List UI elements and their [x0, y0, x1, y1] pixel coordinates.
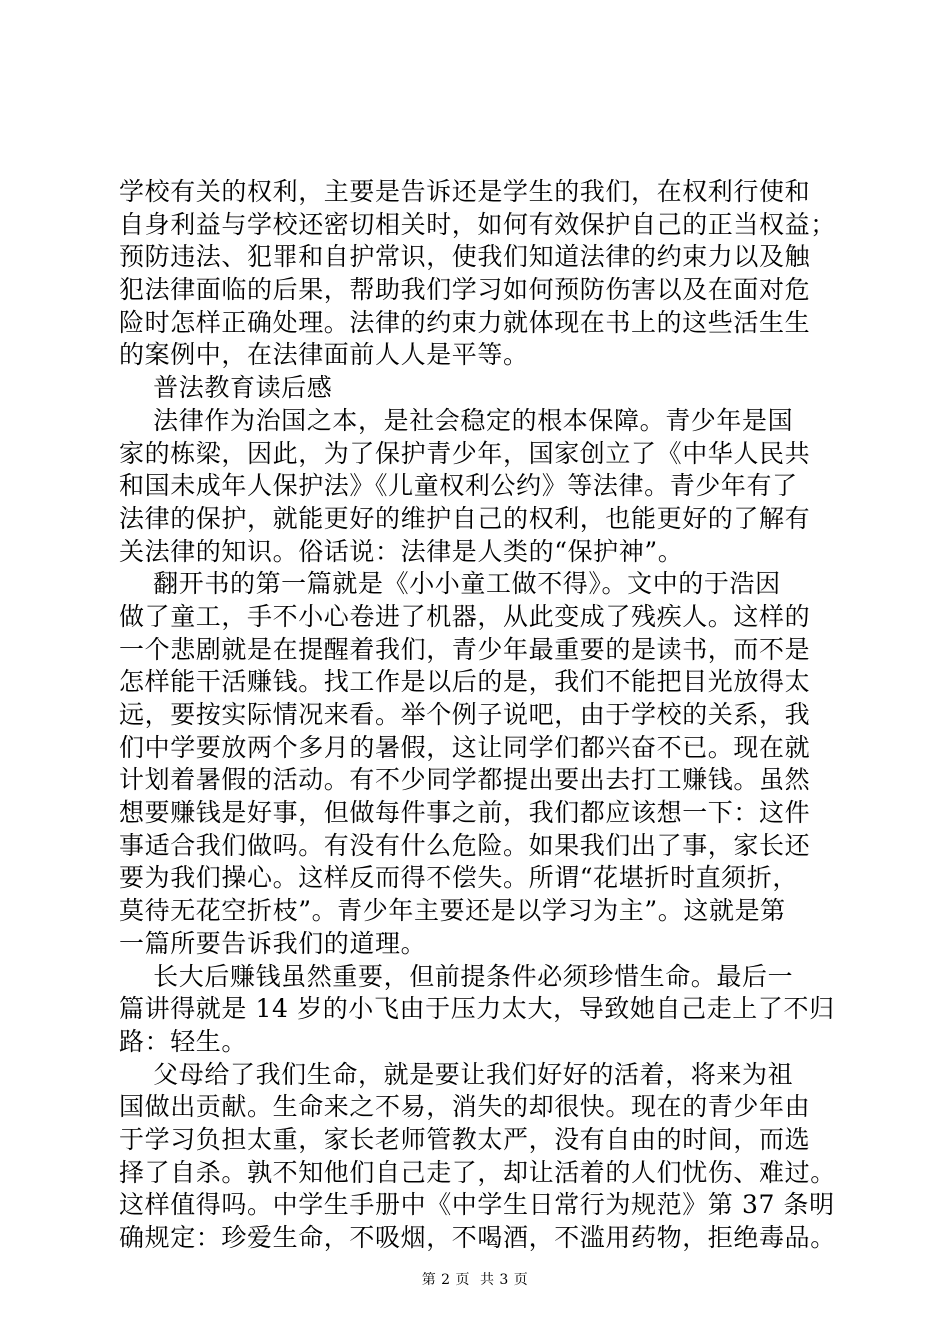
text-line: 和国未成年人保护法》《儿童权利公约》等法律。青少年有了 [119, 471, 798, 501]
text-line: 做了童工，手不小心卷进了机器，从此变成了残疾人。这样的 [119, 601, 811, 631]
text-line: 择了自杀。孰不知他们自己走了，却让活着的人们忧伤、难过。 [119, 1157, 836, 1187]
document-body [119, 176, 839, 1255]
text-line: 一篇所要告诉我们的道理。 [119, 928, 427, 958]
text-line: 确规定：珍爱生命，不吸烟，不喝酒，不滥用药物，拒绝毒品。 [119, 1223, 836, 1252]
text-line: 怎样能干活赚钱。找工作是以后的是，我们不能把目光放得太 [119, 667, 811, 697]
text-line: 莫待无花空折枝”。青少年主要还是以学习为主”。这就是第 [119, 896, 786, 926]
text-line: 法律作为治国之本，是社会稳定的根本保障。青少年是国 [119, 405, 794, 435]
text-line: 家的栋梁，因此，为了保护青少年，国家创立了《中华人民共 [119, 438, 811, 468]
text-line: 的案例中，在法律面前人人是平等。 [119, 340, 529, 370]
text-line: 事适合我们做吗。有没有什么危险。如果我们出了事，家长还 [119, 830, 811, 860]
text-line: 这样值得吗。中学生手册中《中学生日常行为规范》第 37 条明 [119, 1190, 835, 1220]
text-line: 预防违法、犯罪和自护常识，使我们知道法律的约束力以及触 [119, 242, 811, 272]
text-line: 计划着暑假的活动。有不少同学都提出要出去打工赚钱。虽然 [119, 765, 811, 795]
text-line: 父母给了我们生命，就是要让我们好好的活着，将来为祖 [119, 1059, 794, 1089]
text-line: 国做出贡献。生命来之不易，消失的却很快。现在的青少年由 [119, 1092, 811, 1122]
text-line: 险时怎样正确处理。法律的约束力就体现在书上的这些活生生 [119, 307, 811, 337]
page-number-footer: 第 2 页 共 3 页 [421, 1272, 529, 1288]
text-line: 犯法律面临的后果，帮助我们学习如何预防伤害以及在面对危 [119, 275, 811, 305]
section-heading: 普法教育读后感 [119, 373, 333, 403]
text-line: 自身利益与学校还密切相关时，如何有效保护自己的正当权益； [119, 209, 836, 239]
text-line: 长大后赚钱虽然重要，但前提条件必须珍惜生命。最后一 [119, 961, 794, 991]
text-line: 于学习负担太重，家长老师管教太严，没有自由的时间，而选 [119, 1124, 811, 1154]
text-line: 一个悲剧就是在提醒着我们，青少年最重要的是读书，而不是 [119, 634, 811, 664]
text-line: 法律的保护，就能更好的维护自己的权利，也能更好的了解有 [119, 503, 811, 533]
text-line: 想要赚钱是好事，但做每件事之前，我们都应该想一下：这件 [119, 798, 811, 828]
text-line: 远，要按实际情况来看。举个例子说吧，由于学校的关系，我 [119, 700, 811, 729]
text-line: 路：轻生。 [119, 1026, 248, 1056]
text-line: 要为我们操心。这样反而得不偿失。所谓“花堪折时直须折， [119, 863, 798, 893]
text-line: 学校有关的权利，主要是告诉还是学生的我们，在权利行使和 [119, 177, 811, 206]
text-line: 关法律的知识。俗话说：法律是人类的“保护神”。 [119, 536, 684, 566]
text-line: 们中学要放两个多月的暑假，这让同学们都兴奋不已。现在就 [119, 732, 811, 762]
text-line: 篇讲得就是 14 岁的小飞由于压力太大，导致她自己走上了不归 [119, 994, 835, 1024]
text-line: 翻开书的第一篇就是《小小童工做不得》。文中的于浩因 [119, 569, 781, 599]
